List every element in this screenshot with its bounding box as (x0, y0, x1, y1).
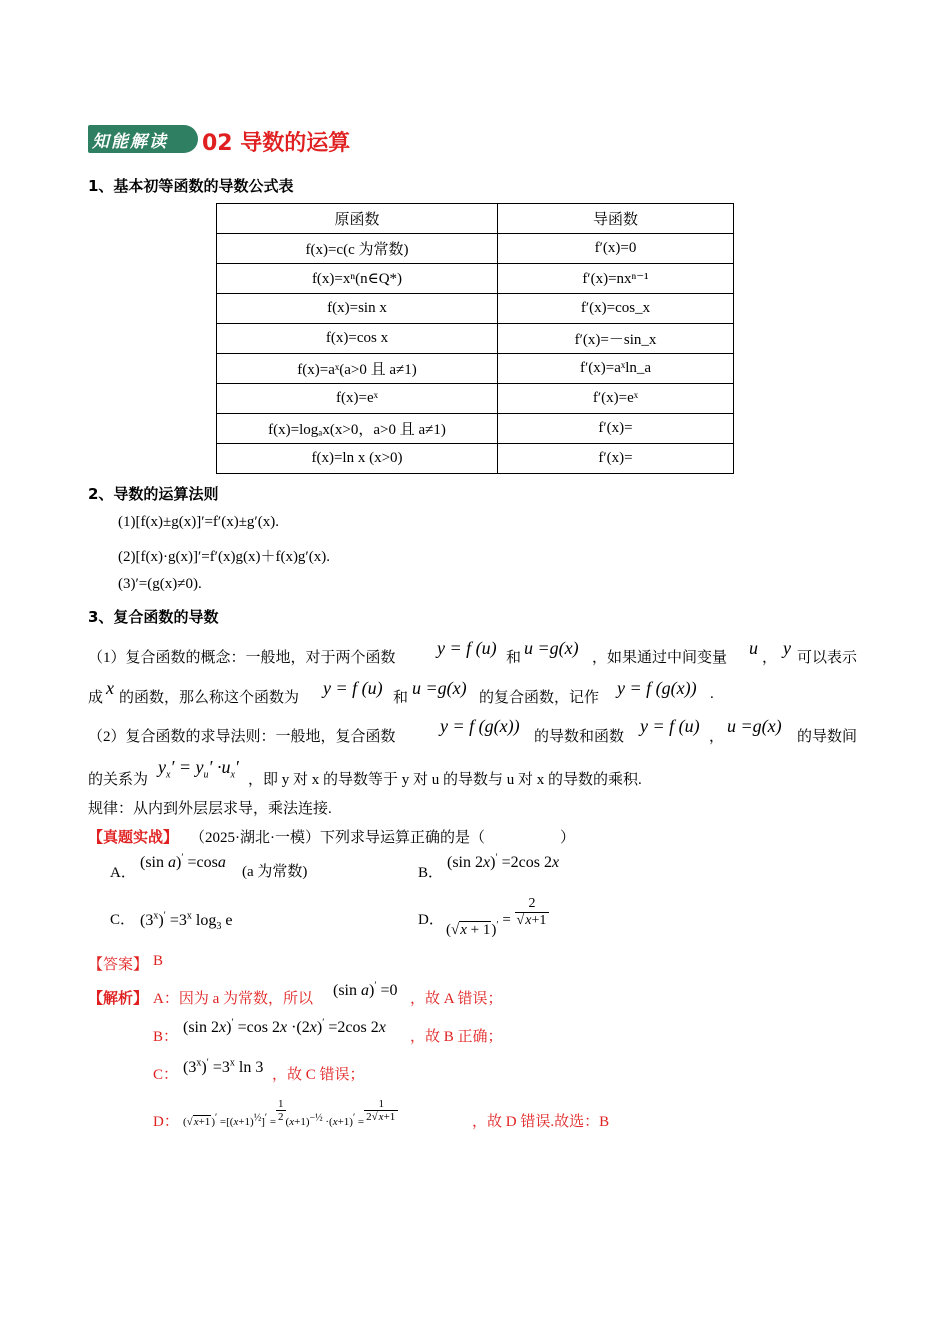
table-cell: f(x)=c(c 为常数) (217, 234, 498, 264)
text-intermediate: ，如果通过中间变量 (592, 650, 728, 666)
table-row (217, 354, 734, 384)
option-a-formula: (sin a)′ =cosa (140, 852, 226, 871)
text-cheng: 成 (88, 690, 104, 706)
text-composite-noted: 的复合函数，记作 (479, 690, 600, 706)
table-cell: f(x)=cos x (217, 324, 498, 354)
analysis-b-text: B： (153, 1029, 179, 1045)
text-derivative-between: 的导数间 (797, 729, 858, 745)
formula-u-g-x: u =g(x) (524, 638, 579, 658)
option-b-label: B． (418, 865, 444, 881)
analysis-tag: 【解析】 (88, 991, 149, 1007)
section3-heading: 3、复合函数的导数 (88, 608, 219, 626)
text-chain-explain: ，即 y 对 x 的导数等于 y 对 u 的导数与 u 对 x 的导数的乘积. (248, 772, 642, 788)
analysis-c-text: C： (153, 1067, 179, 1083)
analysis-a-conclusion: ，故 A 错误； (410, 991, 503, 1007)
table-row (217, 384, 734, 414)
text-period: . (710, 686, 714, 702)
table-row (217, 294, 734, 324)
rule-product: (2)[f(x)·g(x)]′=f′(x)g(x)＋f(x)g′(x). (118, 549, 330, 565)
table-cell: f′(x)=－sin_x (498, 324, 734, 354)
table-cell: f′(x)=nxⁿ⁻¹ (498, 264, 734, 294)
formula-y-f-u-3: y = f (u) (640, 716, 700, 736)
option-c-label: C． (110, 912, 136, 928)
text-and-2: 和 (393, 690, 409, 706)
formula-u-g-x-2: u =g(x) (412, 678, 467, 698)
analysis-a-formula: (sin a)′ =0 (333, 980, 398, 999)
question-tag: 【真题实战】 (88, 830, 179, 846)
formula-y-f-u: y = f (u) (437, 638, 497, 658)
table-header-row (217, 204, 734, 234)
composite-concept-text: （1）复合函数的概念：一般地，对于两个函数 (88, 650, 396, 666)
table-cell: f′(x)=cos_x (498, 294, 734, 324)
text-function-called: 的函数，那么称这个函数为 (119, 690, 300, 706)
section2-heading: 2、导数的运算法则 (88, 485, 219, 503)
formula-y-f-u-2: y = f (u) (323, 678, 383, 698)
text-relation: 的关系为 (88, 772, 149, 788)
table-cell: f′(x)=aˣln_a (498, 354, 734, 384)
answer-tag: 【答案】 (88, 957, 149, 973)
text-and: 和 (506, 650, 522, 666)
rule-sum: (1)[f(x)±g(x)]′=f′(x)±g′(x). (118, 514, 279, 530)
option-b-formula: (sin 2x)′ =2cos 2x (447, 852, 560, 871)
table-cell: f′(x)= (498, 444, 734, 474)
table-cell: f(x)=ln x (x>0) (217, 444, 498, 474)
analysis-d-text: D： (153, 1114, 179, 1130)
table-cell: f(x)=logₐx(x>0，a>0 且 a≠1) (217, 414, 498, 444)
table-row (217, 444, 734, 474)
analysis-a-text: A：因为 a 为常数，所以 (153, 991, 313, 1007)
table-cell: f(x)=xⁿ(n∈Q*) (217, 264, 498, 294)
analysis-c-formula: $(3^x)' =3^x$ ln 3 (183, 1057, 264, 1076)
page-title: 02 导数的运算 (202, 131, 351, 156)
option-a-label: A． (110, 865, 136, 881)
table-header-original: 原函数 (217, 204, 498, 234)
formula-y: y (783, 638, 791, 658)
table-cell: f′(x)= (498, 414, 734, 444)
composite-rule-text: （2）复合函数的求导法则：一般地，复合函数 (88, 729, 396, 745)
derivative-formula-table (216, 203, 734, 474)
table-cell: f(x)=aˣ(a>0 且 a≠1) (217, 354, 498, 384)
analysis-c-conclusion: ，故 C 错误； (272, 1067, 365, 1083)
table-row (217, 234, 734, 264)
text-comma: ， (762, 650, 778, 666)
formula-y-f-g-x-2: y = f (g(x)) (440, 716, 520, 736)
option-d-formula: (√x + 1)′ = $\frac{2}{√x+1}$ (446, 892, 549, 925)
option-a-note: (a 为常数) (242, 864, 308, 880)
table-cell: f′(x)=eˣ (498, 384, 734, 414)
analysis-b-conclusion: ，故 B 正确； (410, 1029, 503, 1045)
analysis-d-formula: $(√x+1)' =[(x+1)^{\frac{1}{2}}]'$ = $\frac{1}{2}$ $(x+1)^{-\frac{1}{2}} \cdot(x+1)'$ = $\frac{1}{2√x+1}$ (183, 1098, 398, 1123)
table-row (217, 324, 734, 354)
formula-u-g-x-3: u =g(x) (727, 716, 782, 736)
text-derivative-and: 的导数和函数 (534, 729, 625, 745)
formula-chain-rule: $y_x' = y_u' \cdot u_x'$ (158, 757, 239, 781)
table-cell: f(x)=eˣ (217, 384, 498, 414)
text-comma-2: ， (709, 729, 725, 745)
formula-y-f-g-x: y = f (g(x)) (617, 678, 697, 698)
table-cell: f′(x)=0 (498, 234, 734, 264)
section-badge: 知能解读 (92, 132, 168, 152)
analysis-b-formula: (sin 2x)′ =cos 2x ·(2x)′ =2cos 2x (183, 1017, 386, 1036)
table-row (217, 264, 734, 294)
option-d-label: D． (418, 912, 444, 928)
section1-heading: 1、基本初等函数的导数公式表 (88, 177, 294, 195)
answer-value: B (153, 953, 164, 969)
analysis-d-conclusion: ，故 D 错误.故选：B (472, 1114, 610, 1130)
option-c-formula: $(3^x)' =3^x$ $\log_3 e$ (140, 910, 233, 933)
question-stem: （2025·湖北·一模）下列求导运算正确的是（ ） (190, 830, 575, 846)
rule-note: 规律：从内到外层层求导，乘法连接. (88, 801, 332, 817)
table-header-derivative: 导函数 (498, 204, 734, 234)
formula-u: u (749, 638, 758, 658)
table-cell: f(x)=sin x (217, 294, 498, 324)
text-can-express: 可以表示 (797, 650, 858, 666)
table-row (217, 414, 734, 444)
formula-x: x (106, 678, 114, 698)
rule-quotient: (3)′=(g(x)≠0). (118, 576, 202, 592)
